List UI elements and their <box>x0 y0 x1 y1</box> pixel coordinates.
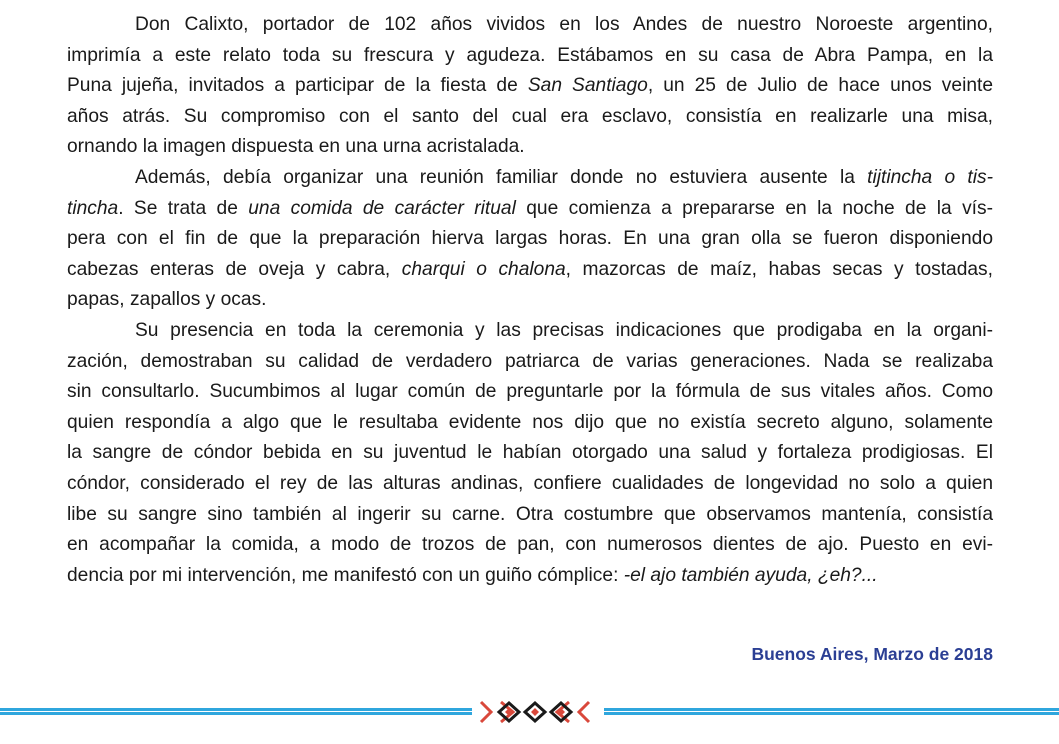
text-run: ornando la imagen dispuesta en una urna acristalada. <box>67 136 525 158</box>
text-run: años atrás. Su compromiso con el santo del cual era esclavo, consistía en realizarle una misa, <box>67 105 993 127</box>
text-line <box>67 316 993 347</box>
paragraph <box>67 316 993 591</box>
text-line <box>67 500 993 531</box>
text-run: quien respondía a algo que le resultaba evidente nos dijo que no existía secreto alguno, solamente <box>67 411 993 433</box>
text-line <box>67 132 993 163</box>
text-line <box>67 224 993 255</box>
text-line <box>67 71 993 102</box>
text-run: la sangre de cóndor bebida en su juventud le habían otorgado una salud y fortaleza prodigiosas. El <box>67 442 993 464</box>
text-run: libe su sangre sino también al ingerir su carne. Otra costumbre que observamos mantenía, consistía <box>67 503 993 525</box>
text-run: Don Calixto, portador de 102 años vividos en los Andes de nuestro Noroeste argentino, <box>135 14 993 35</box>
text-run: , un 25 de Julio de hace unos veinte <box>647 75 994 97</box>
italic-text: -el ajo también ayuda, ¿eh?... <box>623 564 878 586</box>
text-line <box>67 530 993 561</box>
body-text <box>67 10 993 591</box>
text-line <box>67 285 993 316</box>
text-line <box>67 41 993 72</box>
text-line <box>67 163 993 194</box>
text-line <box>67 561 993 592</box>
text-line <box>67 10 993 41</box>
italic-text: tincha <box>67 197 119 219</box>
text-run: Además, debía organizar una reunión familiar donde no estuviera ausente la <box>135 166 868 188</box>
text-run: Su presencia en toda la ceremonia y las precisas indicaciones que prodigaba en la organi- <box>135 319 993 341</box>
text-line <box>67 438 993 469</box>
text-run: . Se trata de <box>118 197 249 219</box>
text-line <box>67 377 993 408</box>
text-run: Puna jujeña, invitados a participar de la fiesta de <box>67 75 528 97</box>
signature-place-date: Buenos Aires, Marzo de 2018 <box>751 644 993 664</box>
paragraph <box>67 163 993 316</box>
footer-rule-right <box>604 708 1059 716</box>
text-line <box>67 408 993 439</box>
text-run: cóndor, considerado el rey de las alturas andinas, confiere cualidades de longevidad no solo a quien <box>67 472 993 494</box>
italic-text: tijtincha o tis- <box>867 166 993 188</box>
text-line <box>67 255 993 286</box>
text-run: dencia por mi intervención, me manifestó con un guiño cómplice: <box>67 564 624 586</box>
text-line <box>67 469 993 500</box>
footer-rule-left <box>0 708 472 716</box>
italic-text: San Santiago <box>527 75 648 97</box>
italic-text: charqui o chalona <box>401 258 566 280</box>
text-run: que comienza a prepararse en la noche de la vís- <box>515 197 993 219</box>
text-run: zación, demostraban su calidad de verdadero patriarca de varias generaciones. Nada se realizaba <box>67 350 993 372</box>
text-run: papas, zapallos y ocas. <box>67 289 267 311</box>
text-run: sin consultarlo. Sucumbimos al lugar común de preguntarle por la fórmula de sus vitales años. Como <box>67 381 993 403</box>
text-run: en acompañar la comida, a modo de trozos de pan, con numerosos dientes de ajo. Puesto en evi- <box>67 534 993 556</box>
text-run: pera con el fin de que la preparación hierva largas horas. En una gran olla se fueron disponiendo <box>67 228 993 250</box>
text-run: imprimía a este relato toda su frescura y agudeza. Estábamos en su casa de Abra Pampa, en la <box>67 44 993 66</box>
text-run: , mazorcas de maíz, habas secas y tostadas, <box>565 258 993 280</box>
text-line <box>67 347 993 378</box>
paragraph <box>67 10 993 163</box>
andean-diamond-ornament-icon <box>479 700 591 724</box>
italic-text: una comida de carácter ritual <box>248 197 516 219</box>
text-line <box>67 194 993 225</box>
text-run: cabezas enteras de oveja y cabra, <box>67 258 402 280</box>
text-line <box>67 102 993 133</box>
